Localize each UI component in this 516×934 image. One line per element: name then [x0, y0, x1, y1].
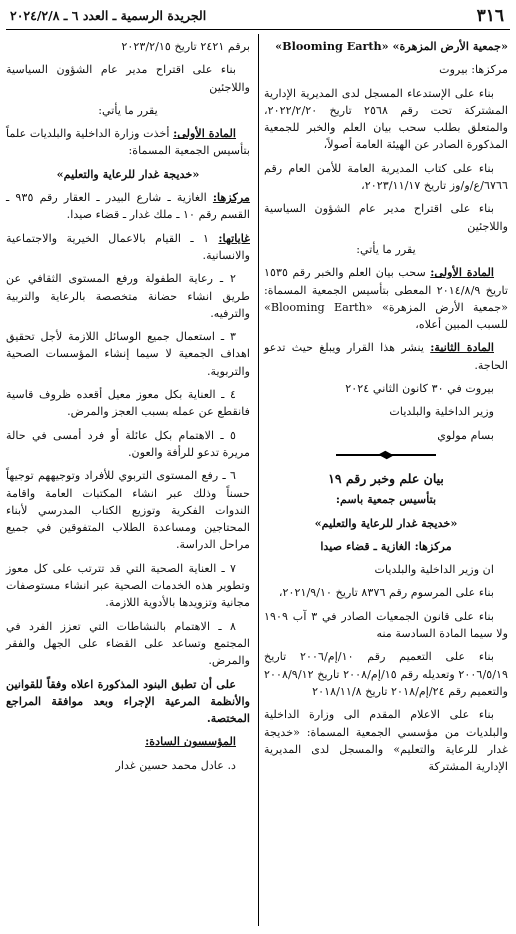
- article-1-b: [6, 125, 250, 160]
- statement-association-name: «خديجة غدار للرعاية والتعليم»: [314, 515, 458, 530]
- left-column: [6, 38, 250, 780]
- goal-8: ٨ ـ الاهتمام بالنشاطات التي تعزز الفرد في المجتمع وتساعد على القضاء على الجهل والفقر والمرض.: [6, 619, 250, 668]
- decision-heading-2: يقرر ما يأتي:: [98, 103, 158, 117]
- association-hq-2: [6, 189, 250, 224]
- article-2-text: ينشر هذا القرار ويبلغ حيث تدعو الحاجة.: [264, 341, 508, 372]
- decision-date: بيروت في ٣٠ كانون الثاني ٢٠٢٤: [345, 382, 494, 396]
- decision-heading: يقرر ما يأتي:: [356, 242, 416, 256]
- right-column: [264, 38, 508, 781]
- goal-4: ٤ ـ العناية بكل معوز معيل أقعده ظروف قاسية فانقطع عن عمله بسبب العجز والمرض.: [6, 388, 250, 419]
- recital-proposal-2: بناء على اقتراح مدير عام الشؤون السياسية واللاجئين: [6, 63, 250, 94]
- founders-heading: المؤسسون السادة:: [145, 734, 236, 749]
- goal-1: [6, 230, 250, 265]
- statement-hq: مركزها: الغازية ـ قضاء صيدا: [320, 538, 452, 553]
- goal-7: ٧ ـ العناية الصحية التي قد تترتب على كل معوز وتطوير هذه الخدمات الصحية عبر انشاء مستوصفات مجانية وتزويدها بالأدوية اللازمة.: [6, 561, 250, 610]
- statement-subtitle: بتأسيس جمعية باسم:: [335, 492, 437, 507]
- registration-ref: برقم ٢٤٢١ تاريخ ٢٠٢٣/٢/١٥: [121, 40, 250, 53]
- hq-text: الغازية ـ شارع البيدر ـ العقار رقم ٩٣٥ ـ القسم رقم ١٠ ـ ملك غدار ـ قضاء صيدا.: [6, 191, 250, 222]
- page-header: [6, 4, 510, 30]
- minister-title: وزير الداخلية والبلديات: [389, 405, 494, 419]
- founder-name: د. عادل محمد حسين غدار: [115, 758, 236, 772]
- article-1-text: سحب بيان العلم والخبر رقم ١٥٣٥ تاريخ ٢٠١٤/٨/٩ المعطى بتأسيس الجمعية المسماة: «جمعية الأرض المزهرة» «Blooming Earth» للسبب المبين أعلاه،: [264, 266, 508, 332]
- header-rule: [6, 29, 510, 30]
- recital-request: بناء على الإستدعاء المسجل لدى المديرية الإدارية المشتركة تحت رقم ٢٥٦٨ تاريخ ٢٠٢٢/٢/٢٠، والمتعلق بطلب سحب بيان العلم والخبر للجمعية المذكورة الصادر عن الهيئة العامة أصولاً،: [264, 86, 508, 152]
- recital-decree: بناء على المرسوم رقم ٨٣٧٦ تاريخ ٢٠٢١/٩/١٠،: [278, 586, 494, 600]
- article-1-label: المادة الأولى:: [430, 265, 495, 280]
- association-hq: مركزها: بيروت: [439, 63, 508, 77]
- goals-label: غاياتها:: [218, 230, 250, 245]
- association-name: «جمعية الأرض المزهرة» «Blooming Earth»: [275, 39, 508, 53]
- goal-2: ٢ ـ رعاية الطفولة ورفع المستوى الثقافي عن طريق انشاء حضانة متخصصة بالرعاية والتربية والترفيه.: [6, 272, 250, 320]
- statement-title: بيان علم وخبر رقم ١٩: [328, 470, 444, 486]
- compliance-notice: على أن تطبق البنود المذكورة اعلاه وفقاً للقوانين والأنظمة المرعية الإجراء وبعد موافقة المراجع المختصة.: [6, 676, 250, 726]
- goal-3: ٣ ـ استعمال جميع الوسائل اللازمة لأجل تحقيق اهداف الجمعية لا سيما إنشاء المؤسسات الصحية والتربوية.: [6, 330, 250, 378]
- recital-proposal: بناء على اقتراح مدير عام الشؤون السياسية واللاجئين: [264, 202, 508, 233]
- article-1: [264, 264, 508, 333]
- article-1-b-text: أخذت وزارة الداخلية والبلديات علماً بتأسيس الجمعية المسماة:: [6, 127, 250, 158]
- recital-minister: ان وزير الداخلية والبلديات: [374, 563, 494, 577]
- article-2-label: المادة الثانية:: [430, 340, 494, 355]
- recital-law: بناء على قانون الجمعيات الصادر في ٣ آب ١٩٠٩ ولا سيما المادة السادسة منه: [264, 609, 508, 641]
- section-separator: [336, 450, 436, 460]
- column-divider: [258, 34, 259, 926]
- association-name-2: «خديجة غدار للرعاية والتعليم»: [56, 166, 200, 181]
- recital-security-letter: بناء على كتاب المديرية العامة للأمن العام رقم ٦٧٦٦/ع/و/وز تاريخ ٢٠٢٣/١١/١٧،: [264, 161, 508, 193]
- article-1-b-label: المادة الأولى:: [173, 126, 237, 141]
- minister-signature: بسام مولوي: [437, 428, 494, 442]
- hq-label: مركزها:: [212, 190, 251, 205]
- recital-circulars: بناء على التعميم رقم ١٠/إم/٢٠٠٦ تاريخ ٢٠٠٦/٥/١٩ وتعديله رقم ١٥/إم/٢٠٠٨ تاريخ ٢٠٠٨/٩/١٢ والتعميم رقم ٢٤/إم/٢٠١٨ تاريخ ٢٠١٨/١١/٨: [264, 650, 509, 698]
- recital-notification: بناء على الاعلام المقدم الى وزارة الداخلية والبلديات من مؤسسي الجمعية المسماة: «خديجة غدار للرعاية والتعليم» والمسجل لدى المديرية الإدارية المشتركة: [264, 708, 508, 774]
- gazette-title: الجريدة الرسمية ـ العدد ٦ ـ ٢٠٢٤/٢/٨: [10, 8, 207, 23]
- article-2: [264, 339, 508, 374]
- page-number: ٣١٦: [476, 6, 504, 26]
- goal-5: ٥ ـ الاهتمام بكل عائلة أو فرد أمسى في حالة مريرة تدعو للرأفة والعون.: [6, 428, 250, 459]
- goals-text: ١ ـ القيام بالاعمال الخيرية والاجتماعية والانسانية.: [6, 231, 250, 262]
- goal-6: ٦ ـ رفع المستوى التربوي للأفراد وتوجيههم توجيهاً حسناً وذلك عبر انشاء المكتبات العامة واقامة الندوات الفكرية وتوزيع الكتاب المدرسي لأبناء المحتاجين ومساعدة الطلاب المتفوقين في جميع مراحل الدراسة.: [6, 469, 250, 552]
